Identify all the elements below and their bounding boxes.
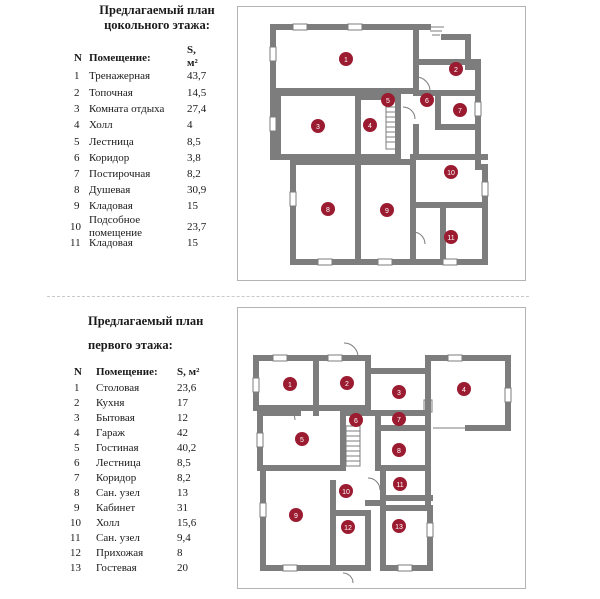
row-area: 3,8 (187, 152, 201, 164)
row-name: Сан. узел (96, 487, 140, 499)
row-area: 40,2 (177, 442, 197, 454)
window (505, 388, 511, 402)
row-n: 12 (70, 547, 81, 559)
row-name: Сан. узел (96, 532, 140, 544)
room-number: 2 (454, 67, 458, 74)
window (260, 503, 266, 517)
row-n: 1 (74, 70, 80, 82)
row-name: Бытовая (96, 412, 135, 424)
room-number: 3 (316, 124, 320, 131)
room-number: 7 (458, 108, 462, 115)
room-number: 8 (326, 207, 330, 214)
row-n: 2 (74, 397, 80, 409)
row-area: 42 (177, 427, 188, 439)
row-name: Прихожая (96, 547, 144, 559)
window (427, 523, 433, 537)
row-n: 7 (74, 472, 80, 484)
row-n: 9 (74, 502, 80, 514)
room-number: 1 (288, 382, 292, 389)
row-area: 23,6 (177, 382, 197, 394)
row-n: 10 (70, 517, 81, 529)
window (253, 378, 259, 392)
row-n: 5 (74, 442, 80, 454)
window (443, 259, 457, 265)
basement-header-room: Помещение: (89, 52, 151, 64)
room-number: 11 (447, 235, 455, 242)
row-n: 4 (74, 119, 80, 131)
row-area: 8,2 (187, 168, 201, 180)
row-area: 15 (187, 237, 198, 249)
row-name: Гостиная (96, 442, 139, 454)
first-floor-plan-frame (237, 307, 526, 589)
room-number: 8 (397, 448, 401, 455)
room-number: 13 (395, 524, 403, 531)
row-n: 3 (74, 412, 80, 424)
row-name-line2: помещение (89, 227, 143, 239)
row-n: 11 (70, 237, 81, 249)
row-n: 4 (74, 427, 80, 439)
row-area: 4 (187, 119, 193, 131)
wall (416, 62, 478, 157)
door (344, 343, 358, 357)
room-number: 6 (425, 98, 429, 105)
window (318, 259, 332, 265)
room-number: 9 (294, 513, 298, 520)
row-name: Тренажерная (89, 70, 151, 82)
row-n: 9 (74, 200, 80, 212)
row-name: Холл (96, 517, 120, 529)
wall (293, 162, 413, 262)
first-header-n: N (74, 366, 82, 378)
row-area: 15,6 (177, 517, 197, 529)
row-area: 8,5 (177, 457, 191, 469)
room-number: 10 (447, 170, 455, 177)
row-name: Коридор (89, 152, 130, 164)
door (368, 478, 380, 490)
row-area: 27,4 (187, 103, 207, 115)
row-n: 2 (74, 87, 80, 99)
basement-header-area: S, (187, 44, 196, 56)
row-name: Постирочная (89, 168, 151, 180)
row-area: 20 (177, 562, 188, 574)
row-n: 10 (70, 221, 81, 233)
row-area: 23,7 (187, 221, 207, 233)
row-n: 6 (74, 152, 80, 164)
row-area: 12 (177, 412, 188, 424)
row-name: Лестница (89, 136, 134, 148)
window (475, 102, 481, 116)
window (290, 192, 296, 206)
row-n: 7 (74, 168, 80, 180)
room-number: 5 (300, 437, 304, 444)
window (270, 117, 276, 131)
window (270, 47, 276, 61)
row-name: Коридор (96, 472, 137, 484)
basement-title-line2: цокольного этажа: (104, 18, 210, 32)
basement-plan-frame (237, 6, 526, 281)
basement-title-line1: Предлагаемый план (99, 3, 215, 17)
window (398, 565, 412, 571)
room-number: 11 (396, 482, 404, 489)
room-number: 9 (385, 208, 389, 215)
row-area: 31 (177, 502, 188, 514)
window (448, 355, 462, 361)
room-number: 5 (386, 98, 390, 105)
basement-floor-plan (238, 7, 525, 280)
row-name: Комната отдыха (89, 103, 165, 115)
window (328, 355, 342, 361)
window (348, 24, 362, 30)
room-number: 1 (344, 57, 348, 64)
first-floor-title-line2: первого этажа: (88, 338, 173, 352)
row-area: 8,5 (187, 136, 201, 148)
row-n: 3 (74, 103, 80, 115)
row-n: 8 (74, 184, 80, 196)
room-number: 3 (397, 390, 401, 397)
row-n: 8 (74, 487, 80, 499)
wall (333, 503, 383, 568)
door (403, 107, 415, 119)
room-number: 12 (344, 525, 352, 532)
room-number: 4 (368, 123, 372, 130)
window (482, 182, 488, 196)
first-floor-title-line1: Предлагаемый план (88, 314, 204, 328)
room-number: 2 (345, 381, 349, 388)
room-number: 10 (342, 489, 350, 496)
row-n: 11 (70, 532, 81, 544)
window (273, 355, 287, 361)
row-name: Кладовая (89, 237, 133, 249)
basement-title (82, 3, 232, 33)
first-floor-room-table (70, 362, 230, 582)
row-name: Душевая (89, 184, 131, 196)
row-area: 43,7 (187, 70, 207, 82)
room-number: 4 (462, 387, 466, 394)
window (257, 433, 263, 447)
first-header-room: Помещение: (96, 366, 158, 378)
row-area: 8,2 (177, 472, 191, 484)
section-divider (47, 296, 529, 297)
row-name: Гараж (96, 427, 125, 439)
window (378, 259, 392, 265)
window (293, 24, 307, 30)
row-area: 17 (177, 397, 188, 409)
row-n: 5 (74, 136, 80, 148)
row-name: Топочная (89, 87, 133, 99)
row-area: 14,5 (187, 87, 207, 99)
first-header-area: S, м² (177, 366, 200, 378)
row-n: 1 (74, 382, 80, 394)
row-area: 13 (177, 487, 188, 499)
basement-header-area-unit: м² (187, 57, 198, 69)
row-name: Холл (89, 119, 113, 131)
row-area: 8 (177, 547, 183, 559)
room-number: 6 (354, 418, 358, 425)
row-n: 6 (74, 457, 80, 469)
row-name: Кабинет (96, 502, 136, 514)
row-area: 9,4 (177, 532, 191, 544)
row-name-line1: Подсобное (89, 214, 141, 226)
room-number: 7 (397, 417, 401, 424)
row-area: 30,9 (187, 184, 207, 196)
row-n: 13 (70, 562, 81, 574)
basement-header-n: N (74, 52, 82, 64)
row-name: Кладовая (89, 200, 133, 212)
row-name: Столовая (96, 382, 140, 394)
basement-room-table (70, 40, 230, 250)
row-name: Лестница (96, 457, 141, 469)
row-area: 15 (187, 200, 198, 212)
wall (368, 358, 508, 428)
window (283, 565, 297, 571)
first-floor-plan (238, 308, 525, 588)
row-name: Гостевая (96, 562, 137, 574)
row-name: Кухня (96, 397, 125, 409)
door (343, 573, 353, 583)
